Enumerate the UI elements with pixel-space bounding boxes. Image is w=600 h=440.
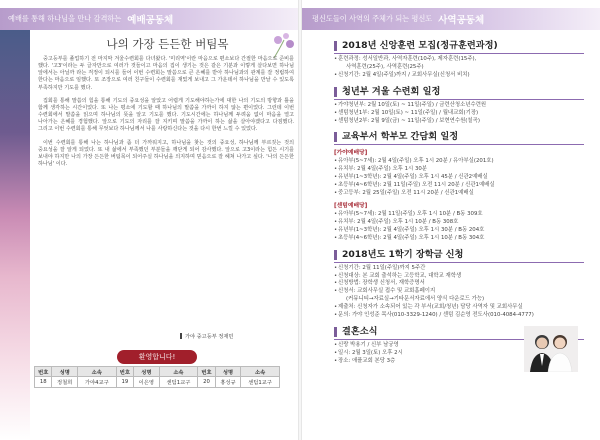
col-header: 번호	[116, 367, 133, 377]
list-item: • 센텀청년2부: 2월 9일(금) ~ 11일(주일) / 보현연수원(칠곡)	[334, 118, 584, 126]
section-list	[334, 211, 584, 243]
list-item: • 장소: 애플교회 본당 3층	[334, 358, 584, 366]
couple-photo	[524, 326, 578, 372]
table-cell: 이은영	[134, 377, 159, 388]
col-header: 소속	[159, 367, 198, 377]
list-item: • 제출처: 신청자가 소속되어 있는 각 부서(교회/청년) 담당 사역자 및 교회사무실	[334, 304, 584, 312]
sunset-photo	[0, 30, 30, 440]
col-header: 성명	[134, 367, 159, 377]
list-item: • 유년부(1~3학년): 2월 4일(주일) 오후 1시 45분 / 신관2예배실	[334, 174, 584, 182]
table-cell: 가야4교구	[77, 377, 116, 388]
section-list	[334, 265, 584, 320]
right-banner-section: 사역공동체	[438, 15, 485, 26]
list-item: • 센텀청년1부: 2월 10일(토) ~ 11일(주일) / 월내교회(기장)	[334, 110, 584, 118]
list-item: • 훈련과정: 성서일반과, 사역자훈련(10주), 제자훈련(15주),	[334, 56, 584, 64]
col-header: 번호	[198, 367, 215, 377]
col-header: 소속	[241, 367, 280, 377]
section-title: 2018년도 1학기 장학금 신청	[334, 247, 584, 263]
list-item: • 유치부: 2월 4일(주일) 오후 1시 10분 / B동 308호	[334, 219, 584, 227]
left-banner-motto: 예배를 통해 하나님을 만나 감격하는	[8, 14, 122, 23]
list-item: • 신랑 박용기 / 신부 남궁영	[334, 342, 584, 350]
wedding-section	[334, 324, 584, 366]
table-cell: 20	[198, 377, 215, 388]
list-item: 사역훈련(25주), 사역훈련(25주)	[346, 63, 424, 70]
essay-paragraph: 집회를 통해 말씀의 힘을 통해 기도의 중요성을 알았고 어렵게 기도해야하는가에 대한 나의 기도의 방향과 틀을 함께 생각하는 시간이었다. 또 나는 평소에 기도할 때 하나님의 말씀을 가까이 하지 않는 편이었다. 그런데 이번 수련회에서 말씀을 읽으며 하나님의 뜻을 알고 기도를 했다. 기도시간에는 하나님께 두려움 없이 마음을 열고 나아가는 은혜를 경험했다. 앞으로 기도의 자리를 잘 지키며 말씀을 가까이 하는 삶을 살아야겠다고 다짐했다. 그리고 이번 수련회를 통해 무엇보다 하나님께서 나를 사랑하신다는 것을 다시 한번 느낄 수 있었다.	[38, 97, 294, 133]
col-header: 소속	[77, 367, 116, 377]
list-item: • 문의: 가야 인성준 목사(010-3329-1240) / 센텀 김순영 전도사(010-4084-4777)	[334, 312, 584, 320]
list-item: • 일시: 2월 3일(토) 오후 2시	[334, 350, 584, 358]
welcome-table	[34, 366, 280, 388]
essay-paragraph: 이번 수련회를 통해 나는 하나님과 좀 더 가까워지고, 하나님을 찾는 것의 중요성, 하나님께 부르짖는 것의 중요성을 잘 알게 되었다. 또 내 삶에서 부족했던 부분들을 깨닫게 되어 감사했다. 앞으로 고3이라는 힘든 시기를 보내야 하지만 나의 가장 든든한 버팀목이 되어주실 하나님을 의지하며 믿음으로 잘 헤쳐 나가고 싶다. '나의 든든한 하나님' 이다.	[38, 139, 294, 168]
essay-body	[38, 56, 294, 174]
table-cell: 센텀1교구	[159, 377, 198, 388]
welcome-box	[34, 350, 280, 388]
left-banner	[0, 8, 298, 30]
essay-signature: 가야 중고등부 정재민	[180, 333, 233, 340]
table-header-row	[35, 367, 280, 377]
left-banner-section: 예배공동체	[127, 15, 174, 26]
list-item: • 유치부: 2월 4일(주일) 오후 1시 30분	[334, 166, 584, 174]
list-item: • 신청기간: 2월 11일(주일)까지 5주간	[334, 265, 584, 273]
right-banner-motto: 평신도들이 사역의 주체가 되는 평신도	[312, 14, 433, 23]
essay-title: 나의 가장 든든한 버팀목	[106, 37, 229, 51]
list-item: • 초등부(4~6학년): 2월 11일(주일) 오전 11시 20분 / 신관1예배실	[334, 182, 584, 190]
list-item: • 유아부(5~7세): 2월 4일(주일) 오후 1시 20분 / 유아부실(201호)	[334, 158, 584, 166]
section-title: 교육부서 학부모 간담회 일정	[334, 129, 584, 145]
table-cell: 정철희	[52, 377, 77, 388]
section-title: 결혼소식	[334, 324, 584, 340]
list-item: • 유아부(5~7세): 2월 11일(주일) 오후 1시 10분 / B동 309호	[334, 211, 584, 219]
section-list	[334, 158, 584, 198]
table-cell: 센텀1교구	[241, 377, 280, 388]
col-header: 성명	[215, 367, 240, 377]
section-list	[334, 102, 584, 126]
list-item: (커뮤니티→자료실→기타문서자료에서 양식 다운로드 가능)	[346, 296, 485, 303]
section-list	[334, 56, 584, 80]
essay-paragraph: 중고등부를 졸업하기 전 마지막 겨울수련회를 다녀왔다. '미리역'이란 마음으로 편소보다 간절한 마음으로 준비를 했다. '고3'이라는 두 글자만으로 여러가 것들이고 마음의 집이 생기는 것은 같은 기분과 이렇게 살다보면 하나님 앞에서는 아닐까 라는 걱정이 되시를 들어 이번 수련회는 말씀으로 큰 은혜를 받아 하나님과의 관계를 잘 정립하여 한다는 마음으로 임했다. 또 조장으로 여러 친구들이 수련회를 재밌게 보내고 그 가운데서 하나님을 만날 수 있도록 부족하지만 기도를 했다.	[38, 56, 294, 91]
table-cell: 홍성규	[215, 377, 240, 388]
table-row	[35, 377, 280, 388]
list-item: • 신청기간: 2월 4일(주일)까지 / 교회사무실(신청서 비치)	[334, 72, 584, 80]
table-cell: 19	[116, 377, 133, 388]
list-item: • 신청방법: 장학생 신청서, 재학증명서	[334, 280, 584, 288]
list-item: • 유년부(1~3학년): 2월 4일(주일) 오후 1시 30분 / B동 204호	[334, 227, 584, 235]
list-item: • 초등부(4~6학년): 2월 4일(주일) 오후 1시 10분 / B동 304호	[334, 235, 584, 243]
venue-tag: [센텀예배당]	[334, 202, 368, 209]
list-item: • 가야청년부: 2월 10일(토) ~ 11일(주일) / 금련산청소년수련원	[334, 102, 584, 110]
list-item: • 신청서: 교회사무실 접수 및 교회홈페이지	[334, 288, 584, 296]
section-title: 청년부 겨울 수련회 일정	[334, 84, 584, 100]
col-header: 번호	[35, 367, 52, 377]
list-item: • 신청대상: 본 교회 출석하는 고등학교, 대학교 재학생	[334, 273, 584, 281]
list-item: • 중고등부: 2월 25일(주일) 오전 11시 20분 / 신관1예배실	[334, 190, 584, 198]
right-banner	[302, 8, 600, 30]
venue-tag: [가야예배당]	[334, 150, 368, 157]
table-cell: 18	[35, 377, 52, 388]
col-header: 성명	[52, 367, 77, 377]
announcements-column	[334, 34, 584, 366]
welcome-heading: 환영합니다!	[117, 350, 197, 364]
section-title: 2018년 신앙훈련 모집(정규훈련과정)	[334, 38, 584, 54]
